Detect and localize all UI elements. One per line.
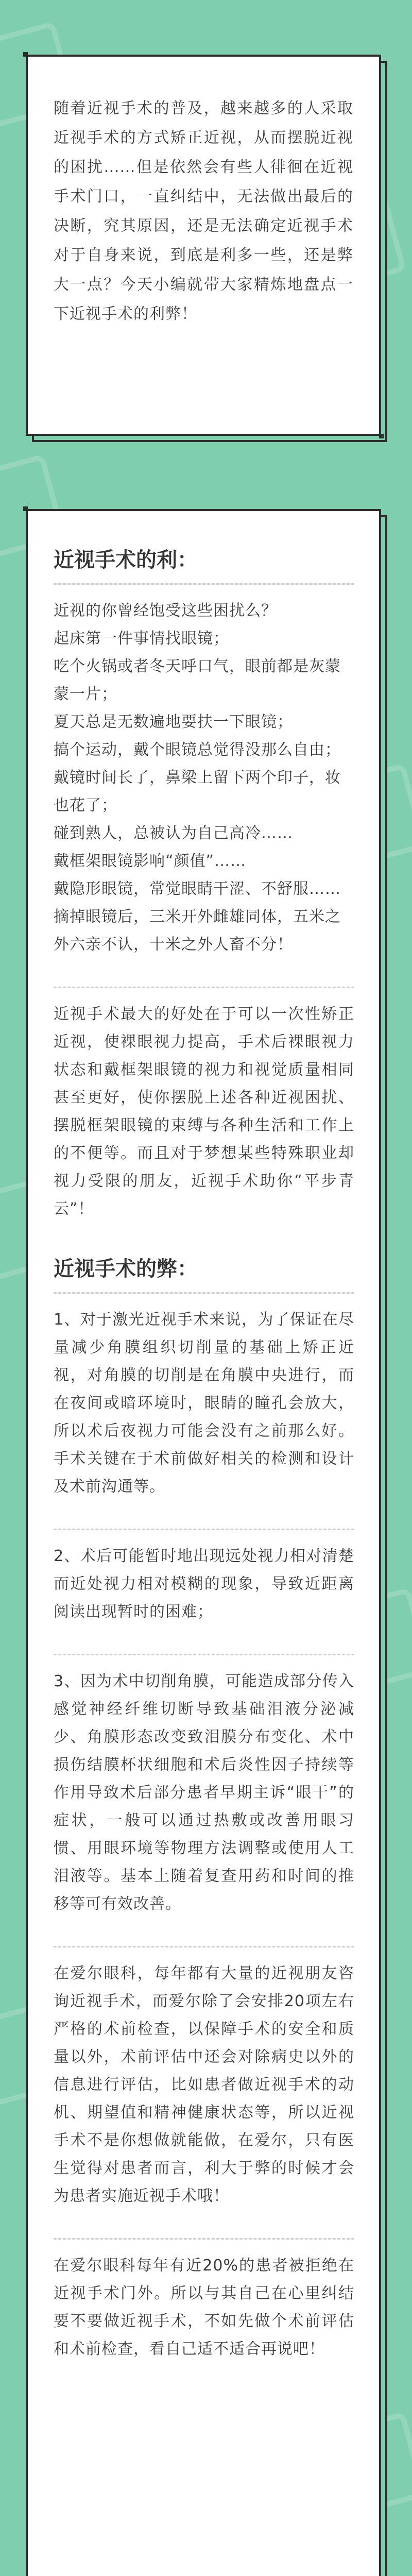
list-item: 夏天总是无数遍地要扶一下眼镜； <box>54 713 293 731</box>
cons-paragraph-1: 1、对于激光近视手术来说，为了保证在尽量减少角膜组织切削量的基础上矫正近视，对角膜的切削是在角膜中央进行，而在夜间或暗环境时，眼睛的瞳孔会放大，所以术后夜视力可能会没有之前那么好。手术关键在于术前做好相关的检测和设计及术前沟通等。 <box>54 1311 354 1496</box>
cons-paragraph-3: 3、因为术中切削角膜，可能造成部分传入感觉神经纤维切断导致基础泪液分泌减少、角膜形态改变致泪膜分布变化、术中损伤结膜杯状细胞和术后炎性因子持续等作用导致术后部分患者早期主诉“眼干”的症状，一般可以通过热敷或改善用眼习惯、用眼环境等物理方法调整或使用人工泪液等。基本上随着复查用药和时间的推移等可有效改善。 <box>54 1672 354 1913</box>
list-item: 戴镜时间长了，鼻梁上留下两个印子，妆也花了； <box>54 769 341 815</box>
list-item: 戴隐形眼镜，常觉眼睛干涩、不舒服…… <box>54 880 341 898</box>
pros-body-paragraph: 近视手术最大的好处在于可以一次性矫正近视，使裸眼视力提高，手术后裸眼视力状态和戴框架眼镜的视力和视觉质量相同甚至更好，使你摆脱上述各种近视困扰、摆脱框架眼镜的束缚与各种生活和工作上的不便等。而且对于梦想某些特殊职业却视力受限的朋友，近视手术助你“平步青云”！ <box>54 1005 354 1218</box>
list-item: 碰到熟人，总被认为自己高冷…… <box>54 824 293 842</box>
corner-marker <box>379 434 384 438</box>
section-divider <box>54 2238 354 2240</box>
main-card <box>26 509 381 2576</box>
section-divider <box>54 987 354 988</box>
aier-paragraph: 在爱尔眼科，每年都有大量的近视朋友咨询近视手术，而爱尔除了会安排20项左右严格的术前检查，以保障手术的安全和质量以外，术前评估中还会对除病史以外的信息进行评估，比如患者做近视手术的动机、期望值和精神健康状态等，所以近视手术不是你想做就能做，在爱尔，只有医生觉得对患者而言，利大于弊的时候才会为患者实施近视手术哦！ <box>54 1964 354 2205</box>
list-item: 吃个火锅或者冬天呼口气，眼前都是灰蒙蒙一片； <box>54 657 341 703</box>
section-divider <box>54 1654 354 1655</box>
cons-title: 近视手术的弊： <box>54 1257 198 1281</box>
section-divider <box>54 1946 354 1947</box>
closing-paragraph: 在爱尔眼科每年有近20%的患者被拒绝在近视手术门外。所以与其自己在心里纠结要不要做近视手术，不如先做个术前评估和术前检查，看自己适不适合再说吧！ <box>54 2257 354 2358</box>
list-item: 搞个运动，戴个眼镜总觉得没那么自由； <box>54 741 341 759</box>
intro-card <box>26 55 381 436</box>
list-item: 起床第一件事情找眼镜； <box>54 630 229 648</box>
intro-paragraph: 随着近视手术的普及，越来越多的人采取近视手术的方式矫正近视，从而摆脱近视的困扰……但是依然会有些人徘徊在近视手术门口，一直纠结中，无法做出最后的决断，究其原因，还是无法确定近视手术对于自身来说，到底是利多一些，还是弊大一点？今天小编就带大家精炼地盘点一下近视手术的利弊！ <box>54 99 353 323</box>
pros-list <box>54 597 354 959</box>
corner-marker <box>23 52 28 57</box>
cons-paragraph-2: 2、术后可能暂时地出现远处视力相对清楚而近处视力相对模糊的现象，导致近距离阅读出现暂时的困难； <box>54 1547 354 1621</box>
section-divider <box>54 583 354 585</box>
section-divider <box>54 1292 354 1294</box>
corner-marker <box>23 506 28 511</box>
list-item: 摘掉眼镜后，三米开外雌雄同体，五米之外六亲不认，十米之外人畜不分！ <box>54 908 341 954</box>
list-item: 戴框架眼镜影响“颜值”…… <box>54 852 247 870</box>
section-divider <box>54 1529 354 1530</box>
list-item: 近视的你曾经饱受这些困扰么？ <box>54 602 277 620</box>
pros-title: 近视手术的利： <box>54 548 198 572</box>
